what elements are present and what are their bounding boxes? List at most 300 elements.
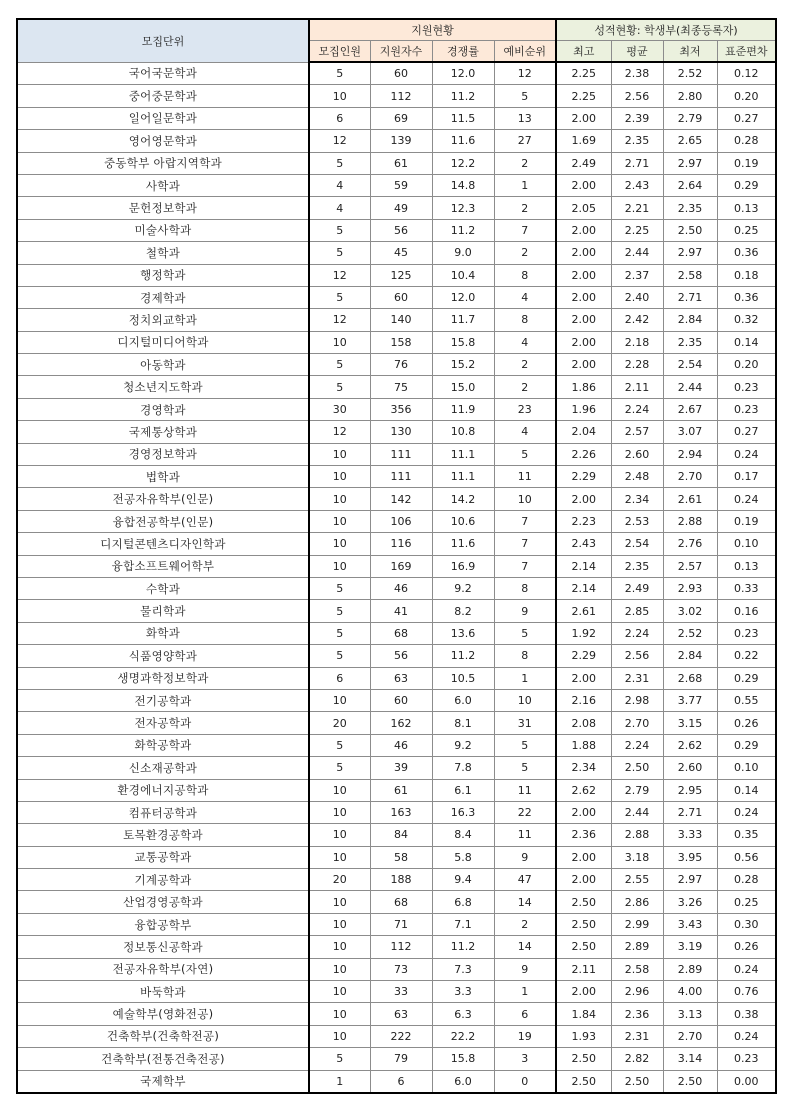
table-row	[17, 197, 776, 219]
competition-ratio-cell: 15.2	[432, 354, 494, 376]
grade-best-cell: 2.00	[556, 354, 611, 376]
grade-best-cell: 2.16	[556, 689, 611, 711]
applicants-cell: 356	[370, 398, 432, 420]
applicants-cell: 158	[370, 331, 432, 353]
quota-cell: 5	[309, 734, 370, 756]
waitlist-rank-cell: 9	[494, 600, 556, 622]
grade-stddev-cell: 0.32	[717, 309, 776, 331]
unit-name-cell: 융합전공학부(인문)	[17, 510, 309, 532]
grade-average-cell: 2.37	[611, 264, 663, 286]
waitlist-rank-cell: 8	[494, 645, 556, 667]
grade-lowest-cell: 2.93	[663, 577, 717, 599]
grade-average-cell: 2.31	[611, 1025, 663, 1047]
quota-cell: 5	[309, 62, 370, 85]
grade-lowest-cell: 2.76	[663, 533, 717, 555]
grade-average-cell: 2.25	[611, 219, 663, 241]
quota-cell: 10	[309, 824, 370, 846]
grade-lowest-cell: 2.97	[663, 152, 717, 174]
table-row	[17, 1070, 776, 1093]
grade-best-cell: 2.00	[556, 219, 611, 241]
grade-best-cell: 2.25	[556, 85, 611, 107]
applicants-cell: 112	[370, 936, 432, 958]
competition-ratio-cell: 10.5	[432, 667, 494, 689]
applicants-cell: 63	[370, 667, 432, 689]
grade-best-cell: 1.93	[556, 1025, 611, 1047]
quota-cell: 6	[309, 107, 370, 129]
grade-stddev-cell: 0.36	[717, 286, 776, 308]
grade-best-cell: 2.43	[556, 533, 611, 555]
grade-lowest-cell: 2.52	[663, 62, 717, 85]
grade-best-cell: 2.00	[556, 488, 611, 510]
grade-average-cell: 2.39	[611, 107, 663, 129]
grade-average-cell: 2.31	[611, 667, 663, 689]
table-row	[17, 331, 776, 353]
grade-stddev-cell: 0.38	[717, 1003, 776, 1025]
waitlist-rank-cell: 2	[494, 197, 556, 219]
applicants-cell: 111	[370, 466, 432, 488]
applicants-cell: 69	[370, 107, 432, 129]
table-row	[17, 891, 776, 913]
grade-average-cell: 2.57	[611, 421, 663, 443]
waitlist-rank-cell: 5	[494, 85, 556, 107]
quota-cell: 10	[309, 510, 370, 532]
grade-best-cell: 2.50	[556, 1070, 611, 1093]
competition-ratio-cell: 16.9	[432, 555, 494, 577]
table-row	[17, 107, 776, 129]
competition-ratio-cell: 14.8	[432, 174, 494, 196]
unit-name-cell: 토목환경공학과	[17, 824, 309, 846]
grade-average-cell: 2.89	[611, 936, 663, 958]
grade-stddev-cell: 0.27	[717, 107, 776, 129]
table-row	[17, 354, 776, 376]
grade-stddev-cell: 0.24	[717, 1025, 776, 1047]
grade-average-cell: 2.21	[611, 197, 663, 219]
applicants-cell: 76	[370, 354, 432, 376]
competition-ratio-cell: 15.0	[432, 376, 494, 398]
table-row	[17, 667, 776, 689]
grade-best-column-header: 최고	[556, 41, 611, 63]
grade-best-cell: 1.86	[556, 376, 611, 398]
grade-lowest-cell: 2.65	[663, 130, 717, 152]
grade-average-cell: 2.35	[611, 130, 663, 152]
unit-name-cell: 산업경영공학과	[17, 891, 309, 913]
unit-name-cell: 교통공학과	[17, 846, 309, 868]
unit-column-header: 모집단위	[17, 19, 309, 62]
grade-best-cell: 2.00	[556, 264, 611, 286]
waitlist-rank-cell: 2	[494, 242, 556, 264]
unit-name-cell: 예술학부(영화전공)	[17, 1003, 309, 1025]
grade-lowest-cell: 2.84	[663, 309, 717, 331]
unit-name-cell: 국제통상학과	[17, 421, 309, 443]
grade-best-cell: 1.96	[556, 398, 611, 420]
grade-stddev-cell: 0.13	[717, 555, 776, 577]
grade-stddev-cell: 0.36	[717, 242, 776, 264]
competition-ratio-cell: 11.2	[432, 936, 494, 958]
quota-cell: 10	[309, 891, 370, 913]
applicants-cell: 75	[370, 376, 432, 398]
grade-best-cell: 1.88	[556, 734, 611, 756]
quota-cell: 20	[309, 712, 370, 734]
grade-average-cell: 2.85	[611, 600, 663, 622]
grade-stddev-cell: 0.25	[717, 891, 776, 913]
table-row	[17, 398, 776, 420]
competition-ratio-cell: 22.2	[432, 1025, 494, 1047]
applicants-cell: 125	[370, 264, 432, 286]
quota-cell: 10	[309, 85, 370, 107]
unit-name-cell: 정치외교학과	[17, 309, 309, 331]
competition-ratio-cell: 12.0	[432, 62, 494, 85]
grade-stddev-cell: 0.55	[717, 689, 776, 711]
quota-cell: 10	[309, 555, 370, 577]
grade-average-cell: 2.53	[611, 510, 663, 532]
grade-best-cell: 2.00	[556, 309, 611, 331]
competition-ratio-cell: 12.3	[432, 197, 494, 219]
applicants-cell: 112	[370, 85, 432, 107]
grade-best-cell: 2.08	[556, 712, 611, 734]
grade-lowest-cell: 2.35	[663, 331, 717, 353]
grade-lowest-cell: 2.70	[663, 466, 717, 488]
grade-stddev-cell: 0.29	[717, 734, 776, 756]
applicants-cell: 79	[370, 1048, 432, 1070]
waitlist-rank-cell: 13	[494, 107, 556, 129]
quota-cell: 10	[309, 466, 370, 488]
waitlist-rank-cell: 31	[494, 712, 556, 734]
unit-name-cell: 전공자유학부(인문)	[17, 488, 309, 510]
unit-name-cell: 철학과	[17, 242, 309, 264]
table-row	[17, 689, 776, 711]
applicants-cell: 56	[370, 219, 432, 241]
competition-ratio-cell: 11.7	[432, 309, 494, 331]
applicants-cell: 188	[370, 869, 432, 891]
grade-stddev-cell: 0.18	[717, 264, 776, 286]
table-body	[17, 62, 776, 1093]
waitlist-rank-cell: 11	[494, 779, 556, 801]
competition-ratio-cell: 7.8	[432, 757, 494, 779]
unit-name-cell: 경영정보학과	[17, 443, 309, 465]
grade-best-cell: 2.50	[556, 1048, 611, 1070]
applicants-cell: 46	[370, 734, 432, 756]
competition-ratio-cell: 9.0	[432, 242, 494, 264]
competition-ratio-cell: 7.1	[432, 913, 494, 935]
applicants-cell: 63	[370, 1003, 432, 1025]
applicants-cell: 142	[370, 488, 432, 510]
unit-name-cell: 행정학과	[17, 264, 309, 286]
grade-best-cell: 2.25	[556, 62, 611, 85]
grade-best-cell: 2.00	[556, 869, 611, 891]
grade-stddev-cell: 0.17	[717, 466, 776, 488]
applicants-cell: 68	[370, 622, 432, 644]
grade-stddev-cell: 0.28	[717, 130, 776, 152]
grade-stddev-cell: 0.29	[717, 174, 776, 196]
table-row	[17, 219, 776, 241]
waitlist-rank-cell: 10	[494, 689, 556, 711]
unit-name-cell: 생명과학정보학과	[17, 667, 309, 689]
grade-lowest-cell: 2.89	[663, 958, 717, 980]
table-row	[17, 286, 776, 308]
table-row	[17, 757, 776, 779]
grade-lowest-cell: 2.79	[663, 107, 717, 129]
grade-stddev-cell: 0.19	[717, 510, 776, 532]
competition-ratio-cell: 5.8	[432, 846, 494, 868]
grade-best-cell: 1.69	[556, 130, 611, 152]
unit-name-cell: 사학과	[17, 174, 309, 196]
grade-stddev-cell: 0.30	[717, 913, 776, 935]
grade-stddev-cell: 0.23	[717, 376, 776, 398]
grade-stddev-cell: 0.23	[717, 622, 776, 644]
grade-best-cell: 2.49	[556, 152, 611, 174]
grade-best-cell: 2.00	[556, 174, 611, 196]
quota-cell: 5	[309, 219, 370, 241]
quota-cell: 10	[309, 958, 370, 980]
grade-best-cell: 2.04	[556, 421, 611, 443]
competition-ratio-cell: 14.2	[432, 488, 494, 510]
waitlist-rank-cell: 8	[494, 577, 556, 599]
competition-ratio-cell: 10.4	[432, 264, 494, 286]
waitlist-rank-cell: 1	[494, 174, 556, 196]
table-row	[17, 443, 776, 465]
applicants-cell: 46	[370, 577, 432, 599]
grade-stddev-column-header: 표준편차	[717, 41, 776, 63]
applicants-cell: 222	[370, 1025, 432, 1047]
waitlist-rank-cell: 5	[494, 443, 556, 465]
grade-best-cell: 2.36	[556, 824, 611, 846]
quota-cell: 12	[309, 264, 370, 286]
table-row	[17, 174, 776, 196]
competition-ratio-cell: 11.6	[432, 533, 494, 555]
unit-name-cell: 경영학과	[17, 398, 309, 420]
grade-lowest-cell: 3.77	[663, 689, 717, 711]
applicants-cell: 6	[370, 1070, 432, 1093]
grade-average-cell: 2.88	[611, 824, 663, 846]
grade-best-cell: 2.00	[556, 801, 611, 823]
unit-name-cell: 기계공학과	[17, 869, 309, 891]
applicants-cell: 60	[370, 62, 432, 85]
quota-cell: 10	[309, 936, 370, 958]
competition-ratio-cell: 9.4	[432, 869, 494, 891]
table-row	[17, 264, 776, 286]
grade-lowest-cell: 3.14	[663, 1048, 717, 1070]
table-row	[17, 622, 776, 644]
applicants-cell: 45	[370, 242, 432, 264]
grade-lowest-cell: 2.97	[663, 242, 717, 264]
table-row	[17, 577, 776, 599]
grade-lowest-column-header: 최저	[663, 41, 717, 63]
grade-stddev-cell: 0.26	[717, 712, 776, 734]
grade-lowest-cell: 2.67	[663, 398, 717, 420]
grade-lowest-cell: 3.26	[663, 891, 717, 913]
quota-cell: 10	[309, 779, 370, 801]
unit-name-cell: 신소재공학과	[17, 757, 309, 779]
grade-average-cell: 2.40	[611, 286, 663, 308]
grade-lowest-cell: 3.13	[663, 1003, 717, 1025]
competition-ratio-cell: 8.2	[432, 600, 494, 622]
quota-cell: 10	[309, 981, 370, 1003]
competition-ratio-cell: 11.2	[432, 85, 494, 107]
grade-best-cell: 2.50	[556, 936, 611, 958]
grade-best-cell: 2.61	[556, 600, 611, 622]
applicants-cell: 163	[370, 801, 432, 823]
applicants-cell: 106	[370, 510, 432, 532]
unit-name-cell: 바둑학과	[17, 981, 309, 1003]
grade-stddev-cell: 0.20	[717, 354, 776, 376]
unit-name-cell: 수학과	[17, 577, 309, 599]
grade-average-cell: 2.24	[611, 734, 663, 756]
waitlist-rank-cell: 10	[494, 488, 556, 510]
quota-cell: 10	[309, 801, 370, 823]
grade-stddev-cell: 0.10	[717, 757, 776, 779]
grade-best-cell: 2.23	[556, 510, 611, 532]
table-row	[17, 242, 776, 264]
grade-lowest-cell: 4.00	[663, 981, 717, 1003]
grade-lowest-cell: 2.50	[663, 1070, 717, 1093]
waitlist-rank-cell: 9	[494, 846, 556, 868]
grade-lowest-cell: 2.35	[663, 197, 717, 219]
grade-lowest-cell: 2.61	[663, 488, 717, 510]
grade-average-cell: 2.35	[611, 555, 663, 577]
applicants-cell: 61	[370, 779, 432, 801]
unit-name-cell: 건축학부(전통건축전공)	[17, 1048, 309, 1070]
grade-average-cell: 2.56	[611, 645, 663, 667]
table-row	[17, 533, 776, 555]
grade-stddev-cell: 0.24	[717, 443, 776, 465]
competition-ratio-cell: 11.2	[432, 219, 494, 241]
grade-stddev-cell: 0.24	[717, 801, 776, 823]
grade-stddev-cell: 0.56	[717, 846, 776, 868]
applicants-cell: 73	[370, 958, 432, 980]
table-row	[17, 645, 776, 667]
competition-ratio-cell: 15.8	[432, 1048, 494, 1070]
quota-cell: 10	[309, 846, 370, 868]
grade-best-cell: 2.00	[556, 107, 611, 129]
waitlist-rank-cell: 9	[494, 958, 556, 980]
applicants-cell: 41	[370, 600, 432, 622]
grade-stddev-cell: 0.24	[717, 488, 776, 510]
applicants-cell: 39	[370, 757, 432, 779]
table-row	[17, 85, 776, 107]
grade-lowest-cell: 3.07	[663, 421, 717, 443]
unit-name-cell: 전기공학과	[17, 689, 309, 711]
waitlist-rank-cell: 14	[494, 891, 556, 913]
competition-ratio-cell: 9.2	[432, 577, 494, 599]
grade-lowest-cell: 2.44	[663, 376, 717, 398]
grade-average-cell: 2.38	[611, 62, 663, 85]
quota-cell: 5	[309, 577, 370, 599]
unit-name-cell: 융합소프트웨어학부	[17, 555, 309, 577]
unit-name-cell: 화학공학과	[17, 734, 309, 756]
table-row	[17, 130, 776, 152]
grade-best-cell: 2.50	[556, 891, 611, 913]
grade-average-cell: 2.55	[611, 869, 663, 891]
grade-stddev-cell: 0.14	[717, 331, 776, 353]
applicants-cell: 61	[370, 152, 432, 174]
table-row	[17, 376, 776, 398]
grade-stddev-cell: 0.16	[717, 600, 776, 622]
quota-cell: 6	[309, 667, 370, 689]
grade-stddev-cell: 0.23	[717, 398, 776, 420]
quota-cell: 10	[309, 913, 370, 935]
table-row	[17, 1025, 776, 1047]
unit-name-cell: 청소년지도학과	[17, 376, 309, 398]
applicants-cell: 59	[370, 174, 432, 196]
table-row	[17, 824, 776, 846]
grade-best-cell: 2.05	[556, 197, 611, 219]
applicants-cell: 33	[370, 981, 432, 1003]
quota-cell: 4	[309, 174, 370, 196]
applicants-cell: 139	[370, 130, 432, 152]
grade-lowest-cell: 2.68	[663, 667, 717, 689]
competition-ratio-cell: 8.1	[432, 712, 494, 734]
grade-best-cell: 2.00	[556, 846, 611, 868]
waitlist-rank-cell: 8	[494, 309, 556, 331]
grade-average-column-header: 평균	[611, 41, 663, 63]
applicants-cell: 68	[370, 891, 432, 913]
grade-average-cell: 2.49	[611, 577, 663, 599]
quota-cell: 5	[309, 286, 370, 308]
grade-lowest-cell: 2.71	[663, 286, 717, 308]
waitlist-rank-cell: 7	[494, 219, 556, 241]
grade-stddev-cell: 0.26	[717, 936, 776, 958]
waitlist-rank-cell: 2	[494, 913, 556, 935]
waitlist-rank-cell: 23	[494, 398, 556, 420]
grade-average-cell: 2.18	[611, 331, 663, 353]
competition-ratio-cell: 6.0	[432, 1070, 494, 1093]
waitlist-rank-cell: 11	[494, 824, 556, 846]
grade-average-cell: 2.43	[611, 174, 663, 196]
competition-ratio-cell: 11.5	[432, 107, 494, 129]
table-row	[17, 555, 776, 577]
table-row	[17, 152, 776, 174]
grade-lowest-cell: 2.70	[663, 1025, 717, 1047]
quota-cell: 5	[309, 600, 370, 622]
waitlist-rank-cell: 22	[494, 801, 556, 823]
table-row	[17, 1003, 776, 1025]
grade-lowest-cell: 2.97	[663, 869, 717, 891]
unit-name-cell: 디지털미디어학과	[17, 331, 309, 353]
unit-name-cell: 전공자유학부(자연)	[17, 958, 309, 980]
table-row	[17, 913, 776, 935]
waitlist-rank-column-header: 예비순위	[494, 41, 556, 63]
competition-ratio-column-header: 경쟁률	[432, 41, 494, 63]
grade-lowest-cell: 2.50	[663, 219, 717, 241]
unit-name-cell: 정보통신공학과	[17, 936, 309, 958]
grade-stddev-cell: 0.25	[717, 219, 776, 241]
waitlist-rank-cell: 5	[494, 622, 556, 644]
grade-lowest-cell: 2.95	[663, 779, 717, 801]
quota-cell: 1	[309, 1070, 370, 1093]
applicants-cell: 58	[370, 846, 432, 868]
grade-lowest-cell: 2.88	[663, 510, 717, 532]
grade-best-cell: 2.14	[556, 577, 611, 599]
unit-name-cell: 물리학과	[17, 600, 309, 622]
grade-lowest-cell: 2.57	[663, 555, 717, 577]
applicants-cell: 116	[370, 533, 432, 555]
competition-ratio-cell: 6.1	[432, 779, 494, 801]
unit-name-cell: 디지털콘텐츠디자인학과	[17, 533, 309, 555]
grade-best-cell: 2.26	[556, 443, 611, 465]
quota-cell: 12	[309, 130, 370, 152]
unit-name-cell: 융합공학부	[17, 913, 309, 935]
competition-ratio-cell: 10.6	[432, 510, 494, 532]
quota-cell: 12	[309, 421, 370, 443]
quota-cell: 10	[309, 443, 370, 465]
admission-results-sheet	[16, 18, 777, 1094]
competition-ratio-cell: 13.6	[432, 622, 494, 644]
grade-average-cell: 2.48	[611, 466, 663, 488]
unit-name-cell: 중어중문학과	[17, 85, 309, 107]
waitlist-rank-cell: 1	[494, 667, 556, 689]
grade-stddev-cell: 0.28	[717, 869, 776, 891]
waitlist-rank-cell: 1	[494, 981, 556, 1003]
